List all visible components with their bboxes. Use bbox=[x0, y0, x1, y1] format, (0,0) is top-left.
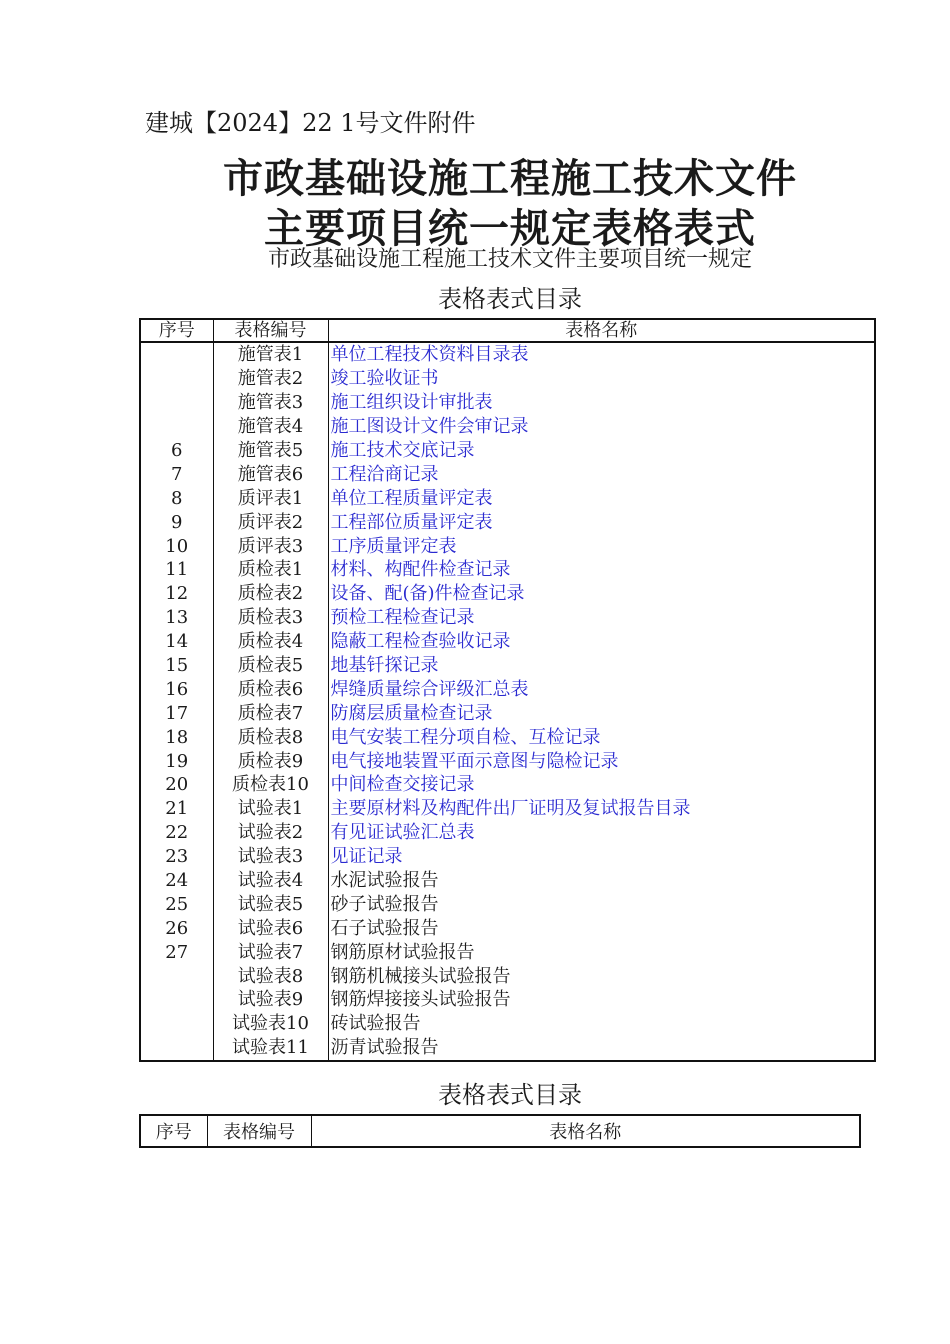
row-serial-no: 15 bbox=[140, 654, 213, 678]
table-row bbox=[140, 1036, 875, 1061]
table2-header-row bbox=[140, 1115, 860, 1147]
row-form-name-link[interactable]: 中间检查交接记录 bbox=[328, 773, 875, 797]
row-serial-no bbox=[140, 1036, 213, 1061]
row-form-name: 沥青试验报告 bbox=[328, 1036, 875, 1061]
row-serial-no: 8 bbox=[140, 486, 213, 510]
table-row bbox=[140, 654, 875, 678]
table-row bbox=[140, 916, 875, 940]
row-serial-no: 10 bbox=[140, 534, 213, 558]
row-form-code: 试验表2 bbox=[213, 821, 328, 845]
table-row bbox=[140, 1012, 875, 1036]
catalog-title-2: 表格表式目录 bbox=[438, 1081, 582, 1109]
table-row bbox=[140, 558, 875, 582]
row-form-name-link[interactable]: 竣工验收证书 bbox=[328, 367, 875, 391]
row-form-name-link[interactable]: 单位工程质量评定表 bbox=[328, 486, 875, 510]
catalog-table bbox=[139, 318, 876, 1062]
row-form-code: 质检表2 bbox=[213, 582, 328, 606]
row-serial-no: 6 bbox=[140, 439, 213, 463]
header-form-code: 表格编号 bbox=[213, 319, 328, 342]
row-form-code: 试验表1 bbox=[213, 797, 328, 821]
row-form-name-link[interactable]: 施工组织设计审批表 bbox=[328, 391, 875, 415]
table-row bbox=[140, 964, 875, 988]
row-form-code: 质检表10 bbox=[213, 773, 328, 797]
row-form-code: 施管表1 bbox=[213, 342, 328, 367]
row-serial-no bbox=[140, 391, 213, 415]
row-form-code: 施管表3 bbox=[213, 391, 328, 415]
table2-header-form-name: 表格名称 bbox=[311, 1115, 860, 1147]
table-row bbox=[140, 606, 875, 630]
row-serial-no bbox=[140, 415, 213, 439]
table-row bbox=[140, 391, 875, 415]
row-form-code: 试验表11 bbox=[213, 1036, 328, 1061]
row-form-name-link[interactable]: 焊缝质量综合评级汇总表 bbox=[328, 677, 875, 701]
row-serial-no: 22 bbox=[140, 821, 213, 845]
row-serial-no: 16 bbox=[140, 677, 213, 701]
table-row bbox=[140, 869, 875, 893]
row-serial-no bbox=[140, 964, 213, 988]
row-form-code: 质评表2 bbox=[213, 510, 328, 534]
header-serial-no: 序号 bbox=[140, 319, 213, 342]
table-row bbox=[140, 630, 875, 654]
row-form-name-link[interactable]: 电气安装工程分项自检、互检记录 bbox=[328, 725, 875, 749]
row-serial-no bbox=[140, 342, 213, 367]
row-serial-no: 18 bbox=[140, 725, 213, 749]
row-form-name: 石子试验报告 bbox=[328, 916, 875, 940]
table-row bbox=[140, 486, 875, 510]
row-form-name-link[interactable]: 电气接地装置平面示意图与隐检记录 bbox=[328, 749, 875, 773]
table-row bbox=[140, 988, 875, 1012]
table-row bbox=[140, 342, 875, 367]
row-serial-no: 19 bbox=[140, 749, 213, 773]
row-serial-no: 17 bbox=[140, 701, 213, 725]
table-row bbox=[140, 439, 875, 463]
table-row bbox=[140, 462, 875, 486]
row-serial-no: 25 bbox=[140, 892, 213, 916]
row-form-name-link[interactable]: 施工图设计文件会审记录 bbox=[328, 415, 875, 439]
row-form-code: 质检表4 bbox=[213, 630, 328, 654]
table-row bbox=[140, 940, 875, 964]
row-serial-no: 14 bbox=[140, 630, 213, 654]
row-form-name-link[interactable]: 工程部位质量评定表 bbox=[328, 510, 875, 534]
row-form-code: 试验表9 bbox=[213, 988, 328, 1012]
row-form-code: 质检表5 bbox=[213, 654, 328, 678]
catalog-table-2 bbox=[139, 1114, 861, 1148]
row-form-code: 试验表5 bbox=[213, 892, 328, 916]
table-row bbox=[140, 749, 875, 773]
table-row bbox=[140, 534, 875, 558]
table-row bbox=[140, 892, 875, 916]
row-form-code: 施管表6 bbox=[213, 462, 328, 486]
row-form-code: 施管表5 bbox=[213, 439, 328, 463]
row-form-name-link[interactable]: 工序质量评定表 bbox=[328, 534, 875, 558]
table2-header-serial-no: 序号 bbox=[140, 1115, 207, 1147]
row-form-name: 钢筋机械接头试验报告 bbox=[328, 964, 875, 988]
row-serial-no bbox=[140, 367, 213, 391]
table-row bbox=[140, 677, 875, 701]
row-form-code: 试验表7 bbox=[213, 940, 328, 964]
row-form-code: 施管表2 bbox=[213, 367, 328, 391]
table-row bbox=[140, 797, 875, 821]
row-form-code: 试验表10 bbox=[213, 1012, 328, 1036]
row-form-name: 钢筋原材试验报告 bbox=[328, 940, 875, 964]
row-form-code: 试验表4 bbox=[213, 869, 328, 893]
row-serial-no: 27 bbox=[140, 940, 213, 964]
row-form-name: 水泥试验报告 bbox=[328, 869, 875, 893]
row-form-name-link[interactable]: 有见证试验汇总表 bbox=[328, 821, 875, 845]
table-row bbox=[140, 725, 875, 749]
row-form-code: 试验表8 bbox=[213, 964, 328, 988]
row-form-name: 砖试验报告 bbox=[328, 1012, 875, 1036]
document-reference: 建城【2024】22 1号文件附件 bbox=[145, 109, 476, 137]
row-form-code: 质检表1 bbox=[213, 558, 328, 582]
row-form-code: 试验表6 bbox=[213, 916, 328, 940]
table-row bbox=[140, 821, 875, 845]
catalog-title: 表格表式目录 bbox=[438, 285, 582, 313]
row-form-name-link[interactable]: 设备、配(备)件检查记录 bbox=[328, 582, 875, 606]
row-form-code: 质检表6 bbox=[213, 677, 328, 701]
row-serial-no: 24 bbox=[140, 869, 213, 893]
table2-header-form-code: 表格编号 bbox=[207, 1115, 311, 1147]
row-serial-no: 7 bbox=[140, 462, 213, 486]
row-form-name-link[interactable]: 施工技术交底记录 bbox=[328, 439, 875, 463]
table-row bbox=[140, 845, 875, 869]
row-serial-no: 26 bbox=[140, 916, 213, 940]
header-form-name: 表格名称 bbox=[328, 319, 875, 342]
row-serial-no: 9 bbox=[140, 510, 213, 534]
row-form-code: 施管表4 bbox=[213, 415, 328, 439]
table-row bbox=[140, 773, 875, 797]
row-form-name: 钢筋焊接接头试验报告 bbox=[328, 988, 875, 1012]
row-form-code: 质检表8 bbox=[213, 725, 328, 749]
row-serial-no: 21 bbox=[140, 797, 213, 821]
row-form-name-link[interactable]: 工程洽商记录 bbox=[328, 462, 875, 486]
row-form-name-link[interactable]: 隐蔽工程检查验收记录 bbox=[328, 630, 875, 654]
row-form-code: 质评表1 bbox=[213, 486, 328, 510]
row-form-code: 质检表7 bbox=[213, 701, 328, 725]
document-title-line-2: 主要项目统一规定表格表式 bbox=[264, 205, 756, 252]
document-subtitle: 市政基础设施工程施工技术文件主要项目统一规定 bbox=[267, 247, 752, 272]
row-form-name: 砂子试验报告 bbox=[328, 892, 875, 916]
table-row bbox=[140, 510, 875, 534]
row-form-code: 试验表3 bbox=[213, 845, 328, 869]
table-header-row bbox=[140, 319, 875, 342]
document-title-line-1: 市政基础设施工程施工技术文件 bbox=[223, 155, 797, 202]
table-row bbox=[140, 367, 875, 391]
row-form-code: 质检表9 bbox=[213, 749, 328, 773]
row-serial-no: 12 bbox=[140, 582, 213, 606]
row-serial-no: 23 bbox=[140, 845, 213, 869]
row-form-name-link[interactable]: 见证记录 bbox=[328, 845, 875, 869]
row-form-code: 质评表3 bbox=[213, 534, 328, 558]
row-serial-no bbox=[140, 988, 213, 1012]
row-form-code: 质检表3 bbox=[213, 606, 328, 630]
row-serial-no bbox=[140, 1012, 213, 1036]
row-serial-no: 20 bbox=[140, 773, 213, 797]
row-form-name-link[interactable]: 地基钎探记录 bbox=[328, 654, 875, 678]
row-serial-no: 13 bbox=[140, 606, 213, 630]
row-form-name-link[interactable]: 单位工程技术资料目录表 bbox=[328, 342, 875, 367]
table-row bbox=[140, 415, 875, 439]
row-form-name-link[interactable]: 预检工程检查记录 bbox=[328, 606, 875, 630]
row-serial-no: 11 bbox=[140, 558, 213, 582]
row-form-name-link[interactable]: 主要原材料及构配件出厂证明及复试报告目录 bbox=[328, 797, 875, 821]
table-row bbox=[140, 582, 875, 606]
row-form-name-link[interactable]: 材料、构配件检查记录 bbox=[328, 558, 875, 582]
table-row bbox=[140, 701, 875, 725]
row-form-name-link[interactable]: 防腐层质量检查记录 bbox=[328, 701, 875, 725]
catalog-table-body bbox=[140, 342, 875, 1061]
